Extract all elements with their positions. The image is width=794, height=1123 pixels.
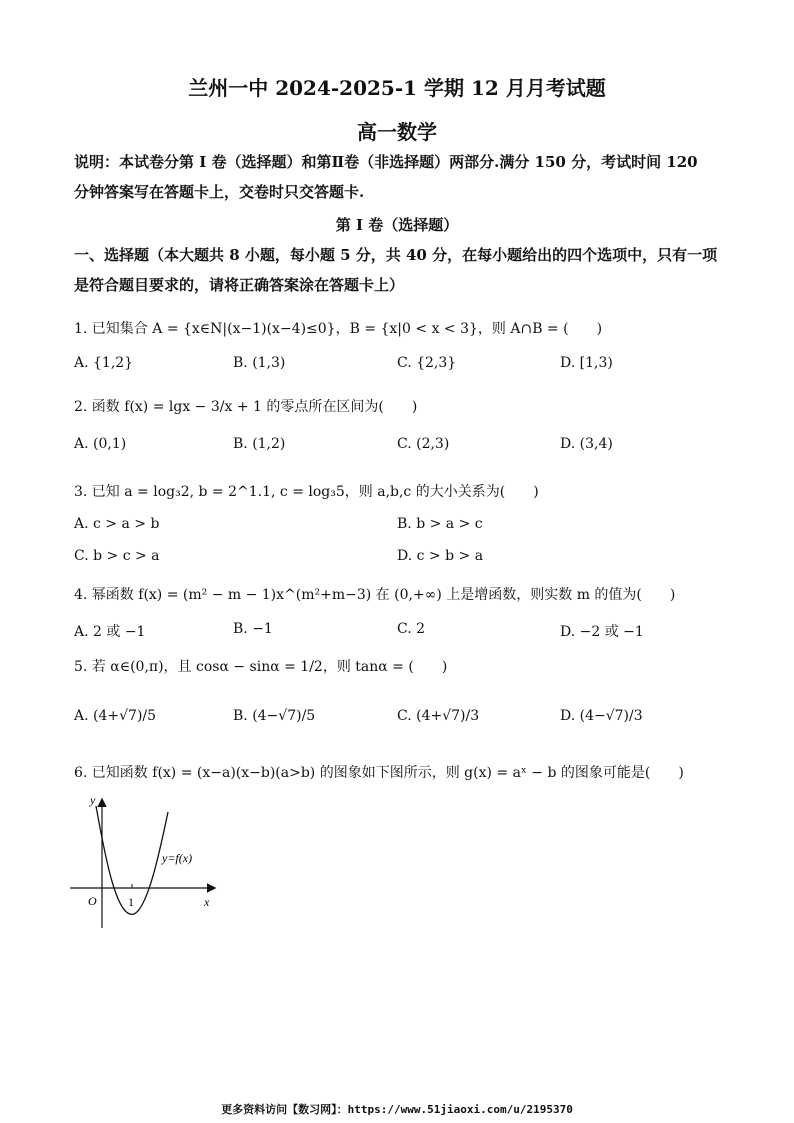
question-4-option-a: A. 2 或 −1 <box>74 624 146 640</box>
section-intro-line-2: 是符合题目要求的，请将正确答案涂在答题卡上） <box>74 276 405 294</box>
question-2-option-d: D. (3,4) <box>560 436 613 452</box>
question-3-option-a: A. c > a > b <box>74 516 160 532</box>
question-1-stem: 1. 已知集合 A = {x∈N|(x−1)(x−4)≤0}，B = {x|0 < x < 3}，则 A∩B = ( ) <box>74 321 603 337</box>
question-1-option-b: B. (1,3) <box>233 355 286 371</box>
question-4-option-c: C. 2 <box>397 621 426 637</box>
section-heading: 第 I 卷（选择题） <box>335 216 459 234</box>
question-4-stem: 4. 幂函数 f(x) = (m² − m − 1)x^(m²+m−3) 在 (0,+∞) 上是增函数，则实数 m 的值为( ) <box>74 587 676 603</box>
curve-label: y=f(x) <box>162 851 193 865</box>
exam-subtitle: 高一数学 <box>357 120 437 144</box>
x-axis-label: x <box>204 895 210 909</box>
question-3-option-c: C. b > c > a <box>74 548 160 564</box>
instructions-line-2: 分钟答案写在答题卡上，交卷时只交答题卡. <box>74 183 365 201</box>
footer-link[interactable]: 更多资料访问【数习网】：https://www.51jiaoxi.com/u/2195370 <box>221 1103 573 1116</box>
section-intro-line-1: 一、选择题（本大题共 8 小题，每小题 5 分，共 40 分，在每小题给出的四个选项中，只有一项 <box>74 246 718 264</box>
tick-label: 1 <box>128 895 134 909</box>
question-2-option-a: A. (0,1) <box>74 436 127 452</box>
question-2-stem: 2. 函数 f(x) = lgx − 3/x + 1 的零点所在区间为( ) <box>74 399 418 415</box>
question-2-option-b: B. (1,2) <box>233 436 286 452</box>
question-2-option-c: C. (2,3) <box>397 436 450 452</box>
question-3-option-b: B. b > a > c <box>397 516 483 532</box>
question-4-option-b: B. −1 <box>233 621 273 637</box>
question-4-option-d: D. −2 或 −1 <box>560 624 644 640</box>
question-3-stem: 3. 已知 a = log₃2, b = 2^1.1, c = log₃5，则 a,b,c 的大小关系为( ) <box>74 484 539 500</box>
origin-label: O <box>88 894 97 908</box>
question-5-option-a: A. (4+√7)/5 <box>74 708 157 724</box>
instructions-line-1: 说明：本试卷分第 I 卷（选择题）和第Ⅱ卷（非选择题）两部分.满分 150 分，考试时间 120 <box>74 153 698 171</box>
question-5-option-d: D. (4−√7)/3 <box>560 708 643 724</box>
question-5-option-b: B. (4−√7)/5 <box>233 708 316 724</box>
question-5-option-c: C. (4+√7)/3 <box>397 708 480 724</box>
question-1-option-d: D. [1,3) <box>560 355 613 371</box>
question-5-stem: 5. 若 α∈(0,π)，且 cosα − sinα = 1/2，则 tanα = ( ) <box>74 659 448 675</box>
question-1-option-a: A. {1,2} <box>74 355 134 371</box>
function-graph-figure <box>64 790 224 935</box>
question-3-option-d: D. c > b > a <box>397 548 484 564</box>
question-6-stem: 6. 已知函数 f(x) = (x−a)(x−b)(a>b) 的图象如下图所示，则 g(x) = aˣ − b 的图象可能是( ) <box>74 765 684 781</box>
question-1-option-c: C. {2,3} <box>397 355 457 371</box>
exam-title: 兰州一中 2024-2025-1 学期 12 月月考试题 <box>188 76 606 100</box>
y-axis-label: y <box>90 793 96 807</box>
